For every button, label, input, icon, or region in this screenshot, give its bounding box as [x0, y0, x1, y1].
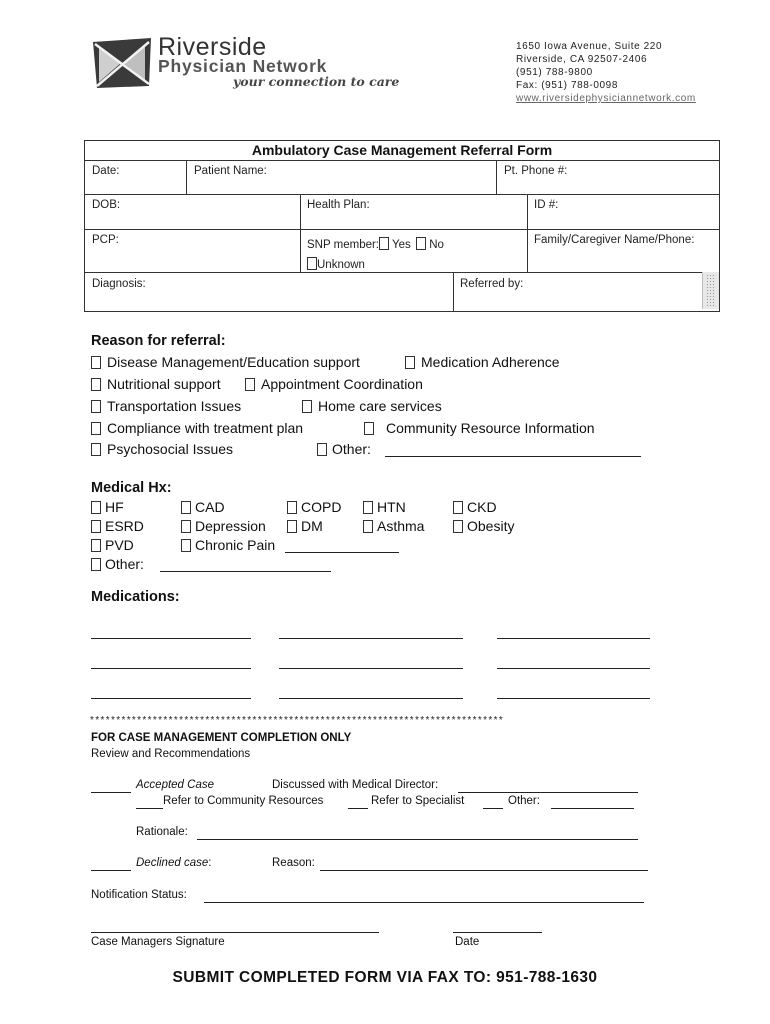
checkbox[interactable] [364, 422, 374, 435]
reason-option[interactable]: Medication Adherence [405, 354, 560, 370]
pt-phone-field[interactable]: Pt. Phone #: [504, 165, 568, 177]
fax-number: Fax: (951) 788-0098 [516, 80, 619, 91]
discussed-line[interactable] [458, 792, 638, 793]
medication-line[interactable] [279, 638, 463, 639]
snp-member-label: SNP member: [307, 239, 380, 251]
signature-line[interactable] [91, 932, 379, 933]
col-divider [300, 194, 301, 272]
address-line-1: 1650 Iowa Avenue, Suite 220 [516, 41, 663, 52]
discussed-label: Discussed with Medical Director: [272, 779, 439, 791]
checkbox[interactable] [91, 356, 101, 369]
reason-option[interactable]: Disease Management/Education support [91, 354, 360, 370]
snp-unknown-label: Unknown [317, 259, 365, 271]
medication-line[interactable] [497, 668, 650, 669]
signature-label: Case Managers Signature [91, 936, 225, 948]
date-line[interactable] [453, 932, 542, 933]
snp-member-row [307, 237, 444, 251]
row-divider [84, 229, 720, 230]
reason-line[interactable] [320, 870, 648, 871]
col-divider [496, 160, 497, 194]
referred-by-field[interactable]: Referred by: [460, 278, 524, 290]
date-label: Date [455, 936, 480, 948]
case-mgmt-heading: FOR CASE MANAGEMENT COMPLETION ONLY [91, 732, 352, 744]
reason-option[interactable]: Compliance with treatment plan [91, 420, 303, 436]
checkbox[interactable] [287, 520, 297, 533]
declined-case-label: Declined case: [136, 857, 212, 869]
checkbox[interactable] [245, 378, 255, 391]
notification-status-line[interactable] [204, 902, 644, 903]
medhx-option[interactable]: HF [91, 499, 124, 515]
col-divider [186, 160, 187, 194]
checkbox[interactable] [91, 558, 101, 571]
checkbox[interactable] [91, 443, 101, 456]
checkbox[interactable] [181, 520, 191, 533]
accepted-case-line[interactable] [91, 792, 131, 793]
col-divider [527, 194, 528, 272]
checkbox[interactable] [302, 400, 312, 413]
medhx-option[interactable]: Depression [181, 518, 266, 534]
medications-heading: Medications: [91, 589, 180, 605]
other-check-line[interactable] [483, 808, 503, 809]
brand-subtitle: Physician Network [158, 56, 328, 76]
medhx-option[interactable]: Chronic Pain [181, 537, 275, 553]
reason-option[interactable]: Transportation Issues [91, 398, 241, 414]
website-link[interactable]: www.riversidephysiciannetwork.com [516, 93, 696, 104]
medhx-option[interactable]: Obesity [453, 518, 514, 534]
snp-unknown-checkbox[interactable] [307, 257, 317, 270]
chronic-pain-line[interactable] [285, 552, 399, 553]
health-plan-field[interactable]: Health Plan: [307, 199, 370, 211]
refer-community-label: Refer to Community Resources [163, 795, 324, 807]
checkbox[interactable] [91, 501, 101, 514]
brand-name: Riverside [158, 33, 267, 61]
reason-option[interactable]: Psychosocial Issues [91, 441, 233, 457]
declined-case-line[interactable] [91, 870, 131, 871]
checkbox[interactable] [181, 539, 191, 552]
medhx-option-other[interactable]: Other: [91, 556, 144, 572]
checkbox[interactable] [363, 501, 373, 514]
reason-option[interactable]: Community Resource Information [364, 420, 595, 436]
checkbox[interactable] [91, 400, 101, 413]
medhx-option[interactable]: PVD [91, 537, 134, 553]
address-line-2: Riverside, CA 92507-2406 [516, 54, 648, 65]
snp-no-label: No [429, 239, 444, 251]
dob-field[interactable]: DOB: [92, 199, 121, 211]
form-title: Ambulatory Case Management Referral Form [84, 140, 720, 160]
reason-option[interactable]: Home care services [302, 398, 442, 414]
patient-name-field[interactable]: Patient Name: [194, 165, 267, 177]
family-caregiver-field[interactable]: Family/Caregiver Name/Phone: [534, 234, 695, 246]
checkbox[interactable] [363, 520, 373, 533]
checkbox[interactable] [91, 520, 101, 533]
other-label: Other: [508, 795, 540, 807]
checkbox[interactable] [453, 501, 463, 514]
medication-line[interactable] [91, 668, 251, 669]
medhx-option[interactable]: Asthma [363, 518, 424, 534]
reason-heading: Reason for referral: [91, 333, 226, 349]
checkbox[interactable] [91, 539, 101, 552]
medication-line[interactable] [279, 668, 463, 669]
row-divider [84, 272, 720, 273]
rationale-line[interactable] [197, 839, 638, 840]
reason-option[interactable]: Nutritional support [91, 376, 221, 392]
notification-status-label: Notification Status: [91, 889, 187, 901]
medhx-option[interactable]: CKD [453, 499, 497, 515]
accepted-case-label: Accepted Case [136, 779, 214, 791]
snp-unknown-row [307, 257, 365, 271]
medhx-option[interactable]: DM [287, 518, 323, 534]
medhx-option[interactable]: HTN [363, 499, 406, 515]
checkbox[interactable] [91, 422, 101, 435]
medhx-other-line[interactable] [160, 571, 331, 572]
medication-line[interactable] [497, 638, 650, 639]
reason-other-line[interactable] [385, 456, 641, 457]
medhx-option[interactable]: ESRD [91, 518, 144, 534]
checkbox[interactable] [317, 443, 327, 456]
submit-fax-instruction: SUBMIT COMPLETED FORM VIA FAX TO: 951-788-1630 [172, 969, 598, 986]
checkbox[interactable] [405, 356, 415, 369]
col-divider [453, 272, 454, 312]
other-line[interactable] [551, 808, 634, 809]
refer-community-line[interactable] [136, 808, 163, 809]
medical-hx-heading: Medical Hx: [91, 480, 172, 496]
refer-specialist-label: Refer to Specialist [371, 795, 465, 807]
reason-option[interactable]: Appointment Coordination [245, 376, 423, 392]
date-field[interactable]: Date: [92, 165, 120, 177]
resize-grip[interactable] [702, 272, 719, 309]
medhx-option[interactable]: CAD [181, 499, 225, 515]
diagnosis-field[interactable]: Diagnosis: [92, 278, 146, 290]
brand-tagline: your connection to care [233, 74, 400, 89]
phone-number: (951) 788-9800 [516, 67, 593, 78]
medication-line[interactable] [91, 698, 251, 699]
section-separator: ******************************************************************************* [90, 715, 505, 726]
checkbox[interactable] [453, 520, 463, 533]
rationale-label: Rationale: [136, 826, 188, 838]
medication-line[interactable] [91, 638, 251, 639]
checkbox[interactable] [181, 501, 191, 514]
snp-yes-checkbox[interactable] [379, 237, 389, 250]
medhx-option[interactable]: COPD [287, 499, 341, 515]
refer-specialist-line[interactable] [348, 808, 368, 809]
reason-option-other[interactable]: Other: [317, 441, 371, 457]
reason-label: Reason: [272, 857, 315, 869]
logo-mark-icon [91, 36, 153, 90]
medication-line[interactable] [279, 698, 463, 699]
snp-yes-label: Yes [392, 239, 411, 251]
case-mgmt-subheading: Review and Recommendations [91, 748, 251, 760]
checkbox[interactable] [91, 378, 101, 391]
pcp-field[interactable]: PCP: [92, 234, 119, 246]
id-field[interactable]: ID #: [534, 199, 559, 211]
medication-line[interactable] [497, 698, 650, 699]
checkbox[interactable] [287, 501, 297, 514]
row-divider [84, 194, 720, 195]
snp-no-checkbox[interactable] [416, 237, 426, 250]
